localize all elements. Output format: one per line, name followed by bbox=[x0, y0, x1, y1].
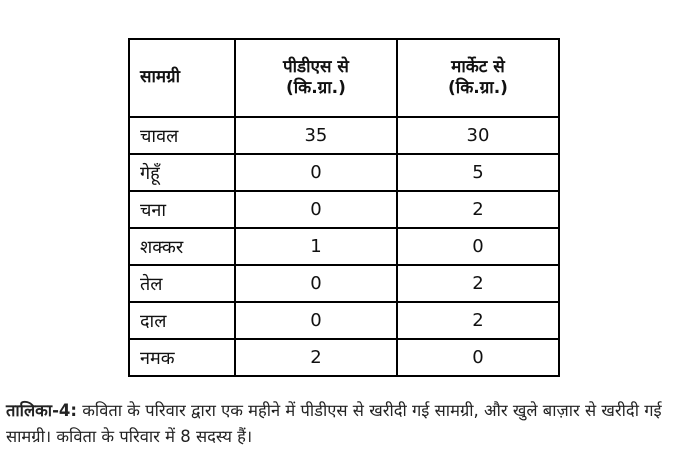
table-header-row bbox=[129, 39, 559, 117]
table-row bbox=[129, 265, 559, 302]
header-market bbox=[397, 39, 559, 117]
row-item: गेहूँ bbox=[129, 154, 235, 191]
caption-text: कविता के परिवार द्वारा एक महीने में पीडीएस से खरीदी गई सामग्री, और खुले बाज़ार से खरीदी गई सामग्री। कविता के परिवार में 8 सदस्य हैं। bbox=[6, 401, 662, 446]
table-row bbox=[129, 191, 559, 228]
row-item: नमक bbox=[129, 339, 235, 376]
row-market-value: 2 bbox=[397, 265, 559, 302]
table-row bbox=[129, 117, 559, 154]
header-item-label: सामग्री bbox=[140, 67, 181, 88]
row-market-value: 0 bbox=[397, 228, 559, 265]
row-pds-value: 0 bbox=[235, 154, 397, 191]
header-market-line1: मार्केट से bbox=[451, 56, 505, 77]
row-market-value: 0 bbox=[397, 339, 559, 376]
row-item: चना bbox=[129, 191, 235, 228]
table-row bbox=[129, 339, 559, 376]
row-pds-value: 0 bbox=[235, 265, 397, 302]
row-item: दाल bbox=[129, 302, 235, 339]
row-item: शक्कर bbox=[129, 228, 235, 265]
row-item: चावल bbox=[129, 117, 235, 154]
purchase-table-container bbox=[128, 38, 560, 377]
table-caption bbox=[6, 398, 694, 450]
row-item: तेल bbox=[129, 265, 235, 302]
row-pds-value: 2 bbox=[235, 339, 397, 376]
row-market-value: 2 bbox=[397, 191, 559, 228]
caption-label: तालिका-4: bbox=[6, 401, 78, 420]
header-market-line2: (कि.ग्रा.) bbox=[448, 78, 508, 98]
row-market-value: 30 bbox=[397, 117, 559, 154]
table-row bbox=[129, 154, 559, 191]
purchase-table bbox=[128, 38, 560, 377]
row-pds-value: 1 bbox=[235, 228, 397, 265]
header-pds-line2: (कि.ग्रा.) bbox=[285, 78, 346, 98]
row-pds-value: 0 bbox=[235, 302, 397, 339]
row-pds-value: 35 bbox=[235, 117, 397, 154]
header-pds bbox=[235, 39, 397, 117]
table-row bbox=[129, 302, 559, 339]
row-market-value: 5 bbox=[397, 154, 559, 191]
row-pds-value: 0 bbox=[235, 191, 397, 228]
table-row bbox=[129, 228, 559, 265]
header-item bbox=[129, 39, 235, 117]
row-market-value: 2 bbox=[397, 302, 559, 339]
header-pds-line1: पीडीएस से bbox=[283, 56, 349, 77]
